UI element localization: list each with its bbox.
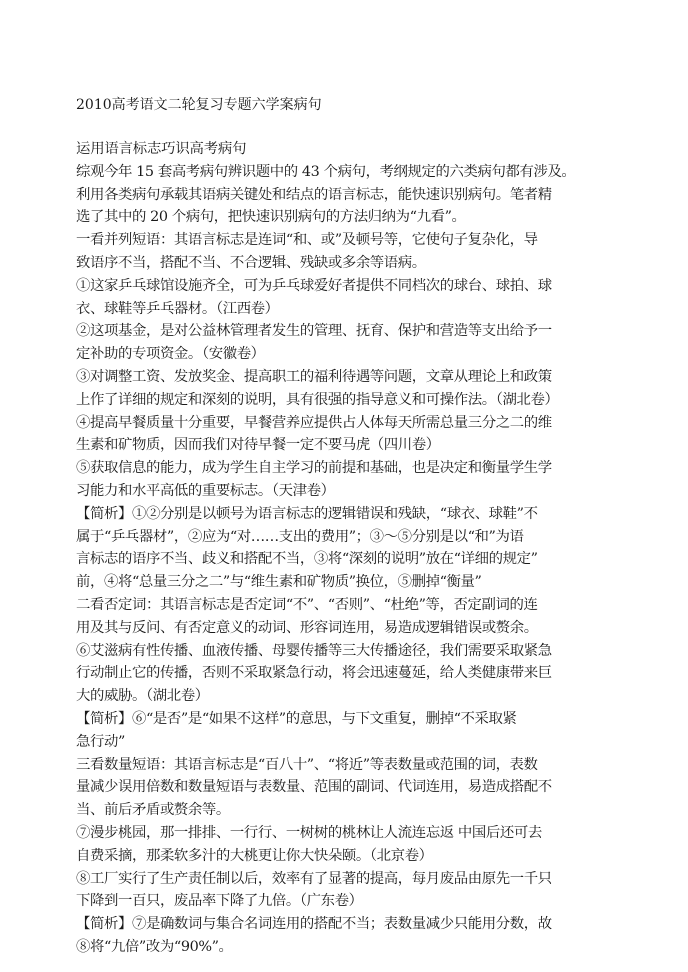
text-line: 属于“乒乓器材”，②应为“对……支出的费用”；③～⑤分别是以“和”为语 xyxy=(76,528,524,545)
text-line: 衣、球鞋等乒乓器材。（江西卷） xyxy=(76,300,279,317)
text-line: ③对调整工资、发放奖金、提高职工的福利待遇等问题，文章从理论上和政策 xyxy=(76,368,552,385)
text-line: 综观今年 15 套高考病句辨识题中的 43 个病句，考纲规定的六类病句都有涉及。 xyxy=(76,163,576,180)
text-line: ⑦漫步桃园，那一排排、一行行、一树树的桃林让人流连忘返 中国后还可去 xyxy=(76,824,542,841)
section-heading: 运用语言标志巧识高考病句 xyxy=(76,141,247,157)
text-line: 上作了详细的规定和深刻的说明，具有很强的指导意义和可操作法。（湖北卷） xyxy=(76,391,559,408)
text-line: 三看数量短语：其语言标志是“百八十”、“将近”等表数量或范围的词，表数 xyxy=(76,756,538,773)
text-line: 用及其与反问、有否定意义的动词、形容词连用，易造成逻辑错误或赘余。 xyxy=(76,619,538,636)
text-line: ②这项基金，是对公益林管理者发生的管理、抚育、保护和营造等支出给予一 xyxy=(76,323,552,340)
text-line: ⑤获取信息的能力，成为学生自主学习的前提和基础，也是决定和衡量学生学 xyxy=(76,460,552,477)
text-line: 二看否定词：其语言标志是否定词“不”、“否则”、“杜绝”等，否定副词的连 xyxy=(76,596,538,613)
text-line: 【简析】⑥“是否”是“如果不这样”的意思，与下文重复，删掉“不采取紧 xyxy=(76,710,517,727)
text-line: 前，④将“总量三分之二”与“维生素和矿物质”换位，⑤删掉“衡量” xyxy=(76,574,482,591)
document-title: 2010高考语文二轮复习专题六学案病句 xyxy=(76,97,322,113)
text-line: 【简析】①②分别是以顿号为语言标志的逻辑错误和残缺，“球衣、球鞋”不 xyxy=(76,505,538,522)
text-line: 急行动” xyxy=(76,733,125,750)
text-line: 习能力和水平高低的重要标志。（天津卷） xyxy=(76,482,335,499)
text-line: 当、前后矛盾或赘余等。 xyxy=(76,802,230,819)
text-line: ⑧将“九倍”改为“90%”。 xyxy=(76,938,233,955)
text-line: ④提高早餐质量十分重要，早餐营养应提供占人体每天所需总量三分之二的维 xyxy=(76,414,552,431)
text-line: ①这家乒乓球馆设施齐全，可为乒乓球爱好者提供不同档次的球台、球拍、球 xyxy=(76,277,552,294)
text-line: ⑥艾滋病有性传播、血液传播、母婴传播等三大传播途径，我们需要采取紧急 xyxy=(76,642,552,659)
text-line: 一看并列短语：其语言标志是连词“和、或”及顿号等，它使句子复杂化，导 xyxy=(76,232,538,249)
text-line: 利用各类病句承载其语病关键处和结点的语言标志，能快速识别病句。笔者精 xyxy=(76,186,552,203)
text-line: 自费采摘，那柔软多汁的大桃更让你大快朵颐。（北京卷） xyxy=(76,847,433,864)
document-body xyxy=(76,138,636,959)
text-line: 下降到一百只，废品率下降了九倍。（广东卷） xyxy=(76,893,363,910)
text-line: 言标志的语序不当、歧义和搭配不当，③将“深刻的说明”放在“详细的规定” xyxy=(76,551,538,568)
text-line: 定补助的专项资金。（安徽卷） xyxy=(76,346,265,363)
text-line: ⑧工厂实行了生产责任制以后，效率有了显著的提高，每月废品由原先一千只 xyxy=(76,870,552,887)
text-line: 选了其中的 20 个病句，把快速识别病句的方法归纳为“九看”。 xyxy=(76,209,466,226)
text-line: 致语序不当，搭配不当、不合逻辑、残缺或多余等语病。 xyxy=(76,254,426,271)
text-line: 【简析】⑦是确数词与集合名词连用的搭配不当；表数量减少只能用分数，故 xyxy=(76,916,552,933)
text-line: 量减少误用倍数和数量短语与表数量、范围的副词、代词连用，易造成搭配不 xyxy=(76,779,552,796)
text-line: 生素和矿物质，因而我们对待早餐一定不要马虎（四川卷） xyxy=(76,437,440,454)
text-line: 行动制止它的传播，否则不采取紧急行动，将会迅速蔓延，给人类健康带来巨 xyxy=(76,665,552,682)
text-line: 大的威胁。（湖北卷） xyxy=(76,688,209,705)
